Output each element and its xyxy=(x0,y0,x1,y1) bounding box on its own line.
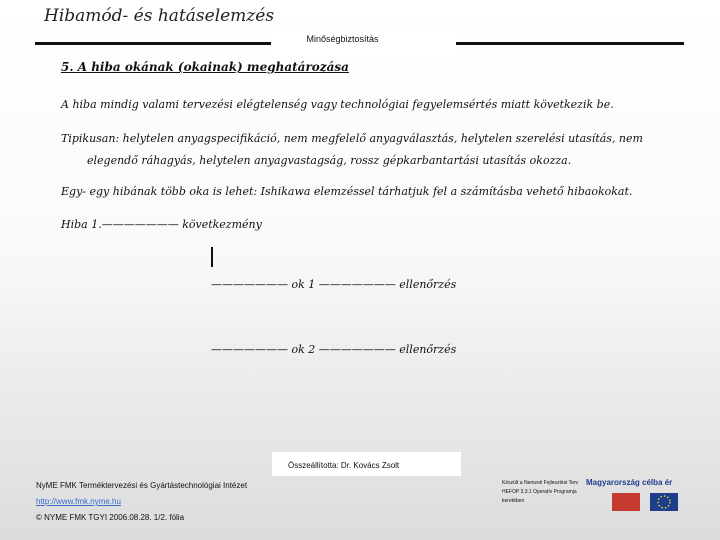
institute-link[interactable]: http://www.fmk.nyme.hu xyxy=(36,497,121,506)
paragraph-2 xyxy=(61,128,671,172)
institute-name: NyME FMK Terméktervezési és Gyártástechnológiai Intézet xyxy=(36,481,248,490)
header-tag xyxy=(271,33,456,55)
section-heading: 5. A hiba okának (okainak) meghatározása xyxy=(61,60,349,74)
paragraph-3: Egy- egy hibának több oka is lehet: Ishikawa elemzéssel tárhatjuk fel a számításba vehető hibaokokat. xyxy=(61,185,633,198)
cause-line-2: ——————— ok 2 ——————— ellenőrzés xyxy=(211,343,457,356)
cause-line-1: ——————— ok 1 ——————— ellenőrzés xyxy=(211,278,457,291)
paragraph-1: A hiba mindig valami tervezési elégtelenség vagy technológiai fegyelemsértés miatt következik be. xyxy=(61,98,614,111)
footer-left xyxy=(36,478,247,526)
copyright-line: © NYME FMK TGYI 2006.08.28. 1/2. fólia xyxy=(36,513,185,522)
paragraph-2-line-2: elegendő ráhagyás, helytelen anyagvastagság, rossz gépkarbantartási utasítás okozza. xyxy=(87,154,572,167)
hungary-logo xyxy=(586,478,682,520)
failure-line: Hiba 1.——————— következmény xyxy=(61,218,262,231)
logo-icons xyxy=(586,487,682,517)
project-note xyxy=(502,479,580,506)
slide-title: Hibamód- és hatáselemzés xyxy=(44,6,275,26)
header-tag-label: Minőségbiztosítás xyxy=(306,34,379,44)
project-note-line-1: Készült a Nemzeti Fejlesztési Terv xyxy=(502,480,579,486)
connector-bar xyxy=(211,247,213,267)
compiled-by: Összeállította: Dr. Kovács Zsolt xyxy=(272,452,461,476)
paragraph-2-line-1: Tipikusan: helytelen anyagspecifikáció, nem megfelelő anyagválasztás, helytelen szerelési utasítás, nem xyxy=(61,132,643,145)
project-note-line-2: HEFOP 3.3.1 Operatív Programja xyxy=(502,489,577,495)
logo-text: Magyarország célba ér xyxy=(586,478,673,487)
project-note-line-3: keretében xyxy=(502,498,525,504)
